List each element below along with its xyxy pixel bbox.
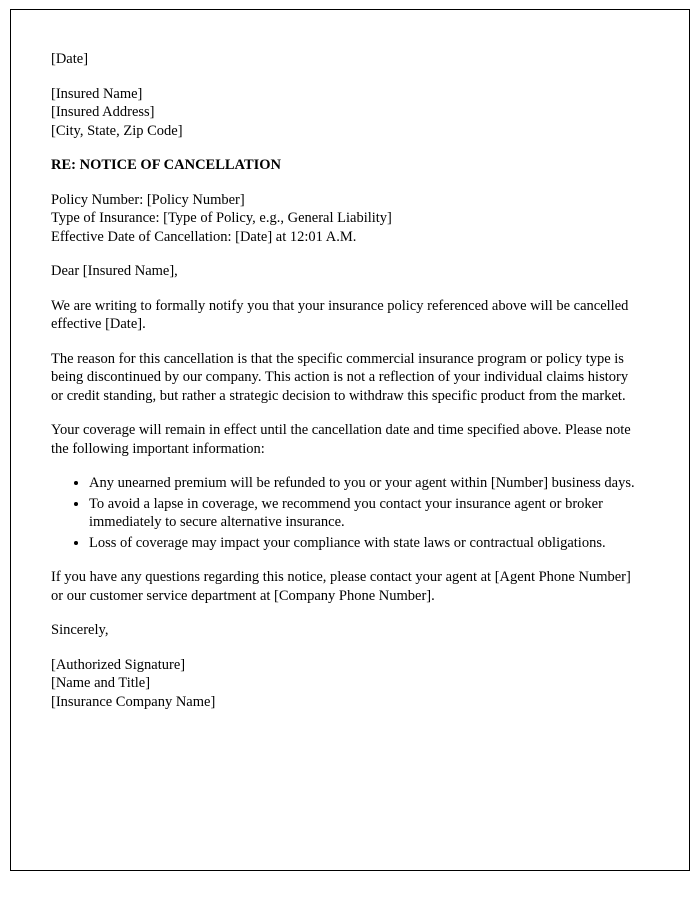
name-title-line: [Name and Title]: [51, 675, 151, 691]
important-info-list: [51, 474, 641, 552]
company-name-line: [Insurance Company Name]: [51, 693, 216, 710]
subject-line: RE: NOTICE OF CANCELLATION: [51, 157, 282, 173]
list-item-lapse: • To avoid a lapse in coverage, we recommend you contact your insurance agent or broker immediately to secure alternative insurance.: [89, 495, 641, 532]
recipient-city-line: [City, State, Zip Code]: [51, 122, 183, 139]
recipient-address-block: [51, 85, 641, 141]
signature-line: [Authorized Signature]: [51, 656, 186, 673]
policy-details-block: [51, 191, 641, 247]
policy-number-line: Policy Number: [Policy Number]: [51, 191, 245, 208]
paragraph-questions: If you have any questions regarding this notice, please contact your agent at [Agent Phone Number] or our customer service department at [Company Phone Number].: [51, 569, 631, 604]
list-item-compliance: • Loss of coverage may impact your compliance with state laws or contractual obligations.: [89, 534, 641, 553]
list-item-refund: • Any unearned premium will be refunded to you or your agent within [Number] business days.: [89, 474, 641, 493]
date-line: [Date]: [51, 51, 89, 67]
letter-body: [11, 10, 689, 711]
recipient-address-line: [Insured Address]: [51, 104, 155, 120]
salutation-line: Dear [Insured Name],: [51, 263, 178, 279]
paragraph-reason: The reason for this cancellation is that the specific commercial insurance program or policy type is being discontinued by our company. This action is not a reflection of your individual claims history or credit standing, but rather a strategic decision to withdraw this specific product from the market.: [51, 350, 629, 404]
signature-block: [51, 656, 641, 712]
effective-date-line: Effective Date of Cancellation: [Date] at 12:01 A.M.: [51, 228, 357, 245]
paragraph-notify: We are writing to formally notify you that your insurance policy referenced above will be cancelled effective [Date].: [51, 297, 629, 332]
valediction-line: Sincerely,: [51, 622, 109, 638]
letter-page: [10, 9, 690, 871]
insurance-type-line: Type of Insurance: [Type of Policy, e.g., General Liability]: [51, 210, 392, 226]
recipient-name-line: [Insured Name]: [51, 85, 143, 102]
date-block: [51, 50, 641, 69]
paragraph-coverage: Your coverage will remain in effect until the cancellation date and time specified above. Please note the following important information:: [51, 422, 631, 457]
